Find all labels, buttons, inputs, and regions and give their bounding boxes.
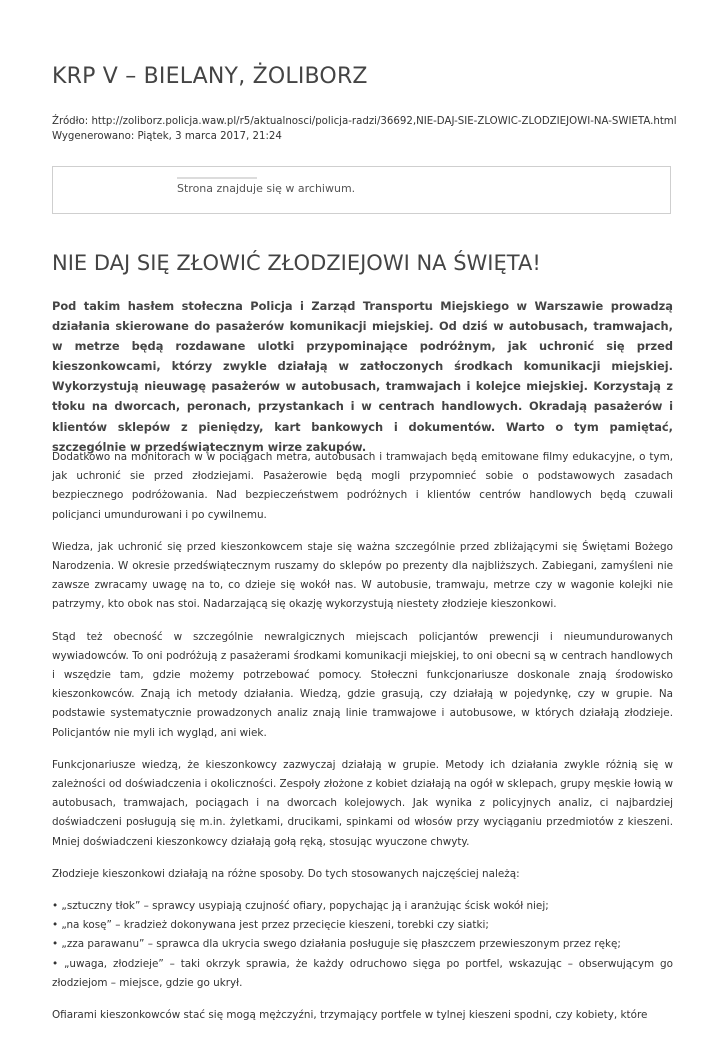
method-list [52,897,673,993]
article-lead: Pod takim hasłem stołeczna Policja i Zarząd Transportu Miejskiego w Warszawie prowadzą działania skierowane do pasażerów komunikacji miejskiej. Od dziś w autobusach, tramwajach, w metrze będą rozdawane ulotki przypominające podróżnym, jak uchronić się przed kieszonkowcami, którzy zwykle działają w zatłoczonych środkach komunikacji miejskiej. Wykorzystują nieuwagę pasażerów w autobusach, tramwajach i kolejce miejskiej. Korzystają z tłoku na dworcach, peronach, przystankach i w centrach handlowych. Okradają pasażerów i klientów sklepów z pieniędzy, kart bankowych i dokumentów. Warto o tym pamiętać, szczególnie w przedświątecznym wirze zakupów. [52,299,673,454]
article-paragraph: Stąd też obecność w szczególnie newralgicznych miejscach policjantów prewencji i nieumundurowanych wywiadowców. To oni podróżują z pasażerami środkami komunikacji miejskiej, to oni obecni są w centrach handlowych i wszędzie tam, gdzie możemy potrzebować pomocy. Stołeczni funkcjonariusze doskonale znają środowisko kieszonkowców. Znają ich metody działania. Wiedzą, gdzie grasują, czy działają w pojedynkę, czy w grupie. Na podstawie systematycznie prowadzonych analiz znają linie tramwajowe i autobusowe, w których działają złodzieje. Policjantów nie myli ich wygląd, ani wiek. [52,630,673,739]
article-paragraph: Dodatkowo na monitorach w w pociągach metra, autobusach i tramwajach będą emitowane filmy edukacyjne, o tym, jak uchronić sie przed złodziejami. Pasażerowie będą mogli przypomnieć sobie o podstawowych zasadach bezpiecznego podróżowania. Nad bezpieczeństwem podróżnych i klientów centrów handlowych będą czuwali policjanci umundurowani i po cywilnemu. [52,451,673,521]
list-item: • „na kosę” – kradzież dokonywana jest przez przecięcie kieszeni, torebki czy siatki; [52,919,489,932]
article-body [52,448,673,1038]
article-paragraph: Funkcjonariusze wiedzą, że kieszonkowcy zazwyczaj działają w grupie. Metody ich działania zwykle różnią się w zależności od doświadczenia i okoliczności. Zespoły złożone z kobiet działają na ogół w sklepach, grupy męskie łowią w autobusach, tramwajach, pociągach i na dworcach kolejowych. Jak wynika z policyjnych analiz, ci najbardziej doświadczeni posługują się m.in. żyletkami, drucikami, spinkami od włosów przy wyciąganiu przedmiotów z kieszeni. Mniej doświadczeni kieszonkowcy działają gołą ręką, stosując wyuczone chwyty. [52,758,673,848]
list-item: • „zza parawanu” – sprawca dla ukrycia swego działania posługuje się płaszczem przewieszonym przez rękę; [52,938,621,951]
list-item: • „uwaga, złodzieje” – taki okrzyk sprawia, że każdy odruchowo sięga po portfel, wskazując – obserwującym go złodziejom – miejsce, gdzie go ukrył. [52,957,673,989]
archive-notice-box [52,166,671,214]
article-title: NIE DAJ SIĘ ZŁOWIĆ ZŁODZIEJOWI NA ŚWIĘTA! [52,251,541,275]
article-paragraph: Wiedza, jak uchronić się przed kieszonkowcem staje się ważna szczególnie przed zbliżającymi się Świętami Bożego Narodzenia. W okresie przedświątecznym ruszamy do sklepów po prezenty dla najbliższych. Zabiegani, zamyśleni nie zawsze zwracamy uwagę na to, co dzieje się wokół nas. W autobusie, tramwaju, metrze czy w wagonie kolejki nie patrzymy, kto obok nas stoi. Nadarzającą się okazję wykorzystują niestety złodzieje kieszonkowi. [52,540,673,611]
generated-line: Wygenerowano: Piątek, 3 marca 2017, 21:24 [52,131,282,142]
document-meta [52,114,677,144]
article-closing-paragraph: Ofiarami kieszonkowców stać się mogą mężczyźni, trzymający portfele w tylnej kieszeni spodni, czy kobiety, które [52,1009,648,1022]
site-title: KRP V – BIELANY, ŻOLIBORZ [52,64,368,89]
archive-notice-divider [177,177,257,179]
article-paragraph: Złodzieje kieszonkowi działają na różne sposoby. Do tych stosowanych najczęściej należą: [52,867,520,880]
archive-notice-text: Strona znajduje się w archiwum. [177,182,356,195]
source-line: Źródło: http://zoliborz.policja.waw.pl/r5/aktualnosci/policja-radzi/36692,NIE-DAJ-SIE-ZLOWIC-ZLODZIEJOWI-NA-SWIETA.html [52,116,677,127]
list-item: • „sztuczny tłok” – sprawcy usypiają czujność ofiary, popychając ją i aranżując ścisk wokół niej; [52,900,549,913]
